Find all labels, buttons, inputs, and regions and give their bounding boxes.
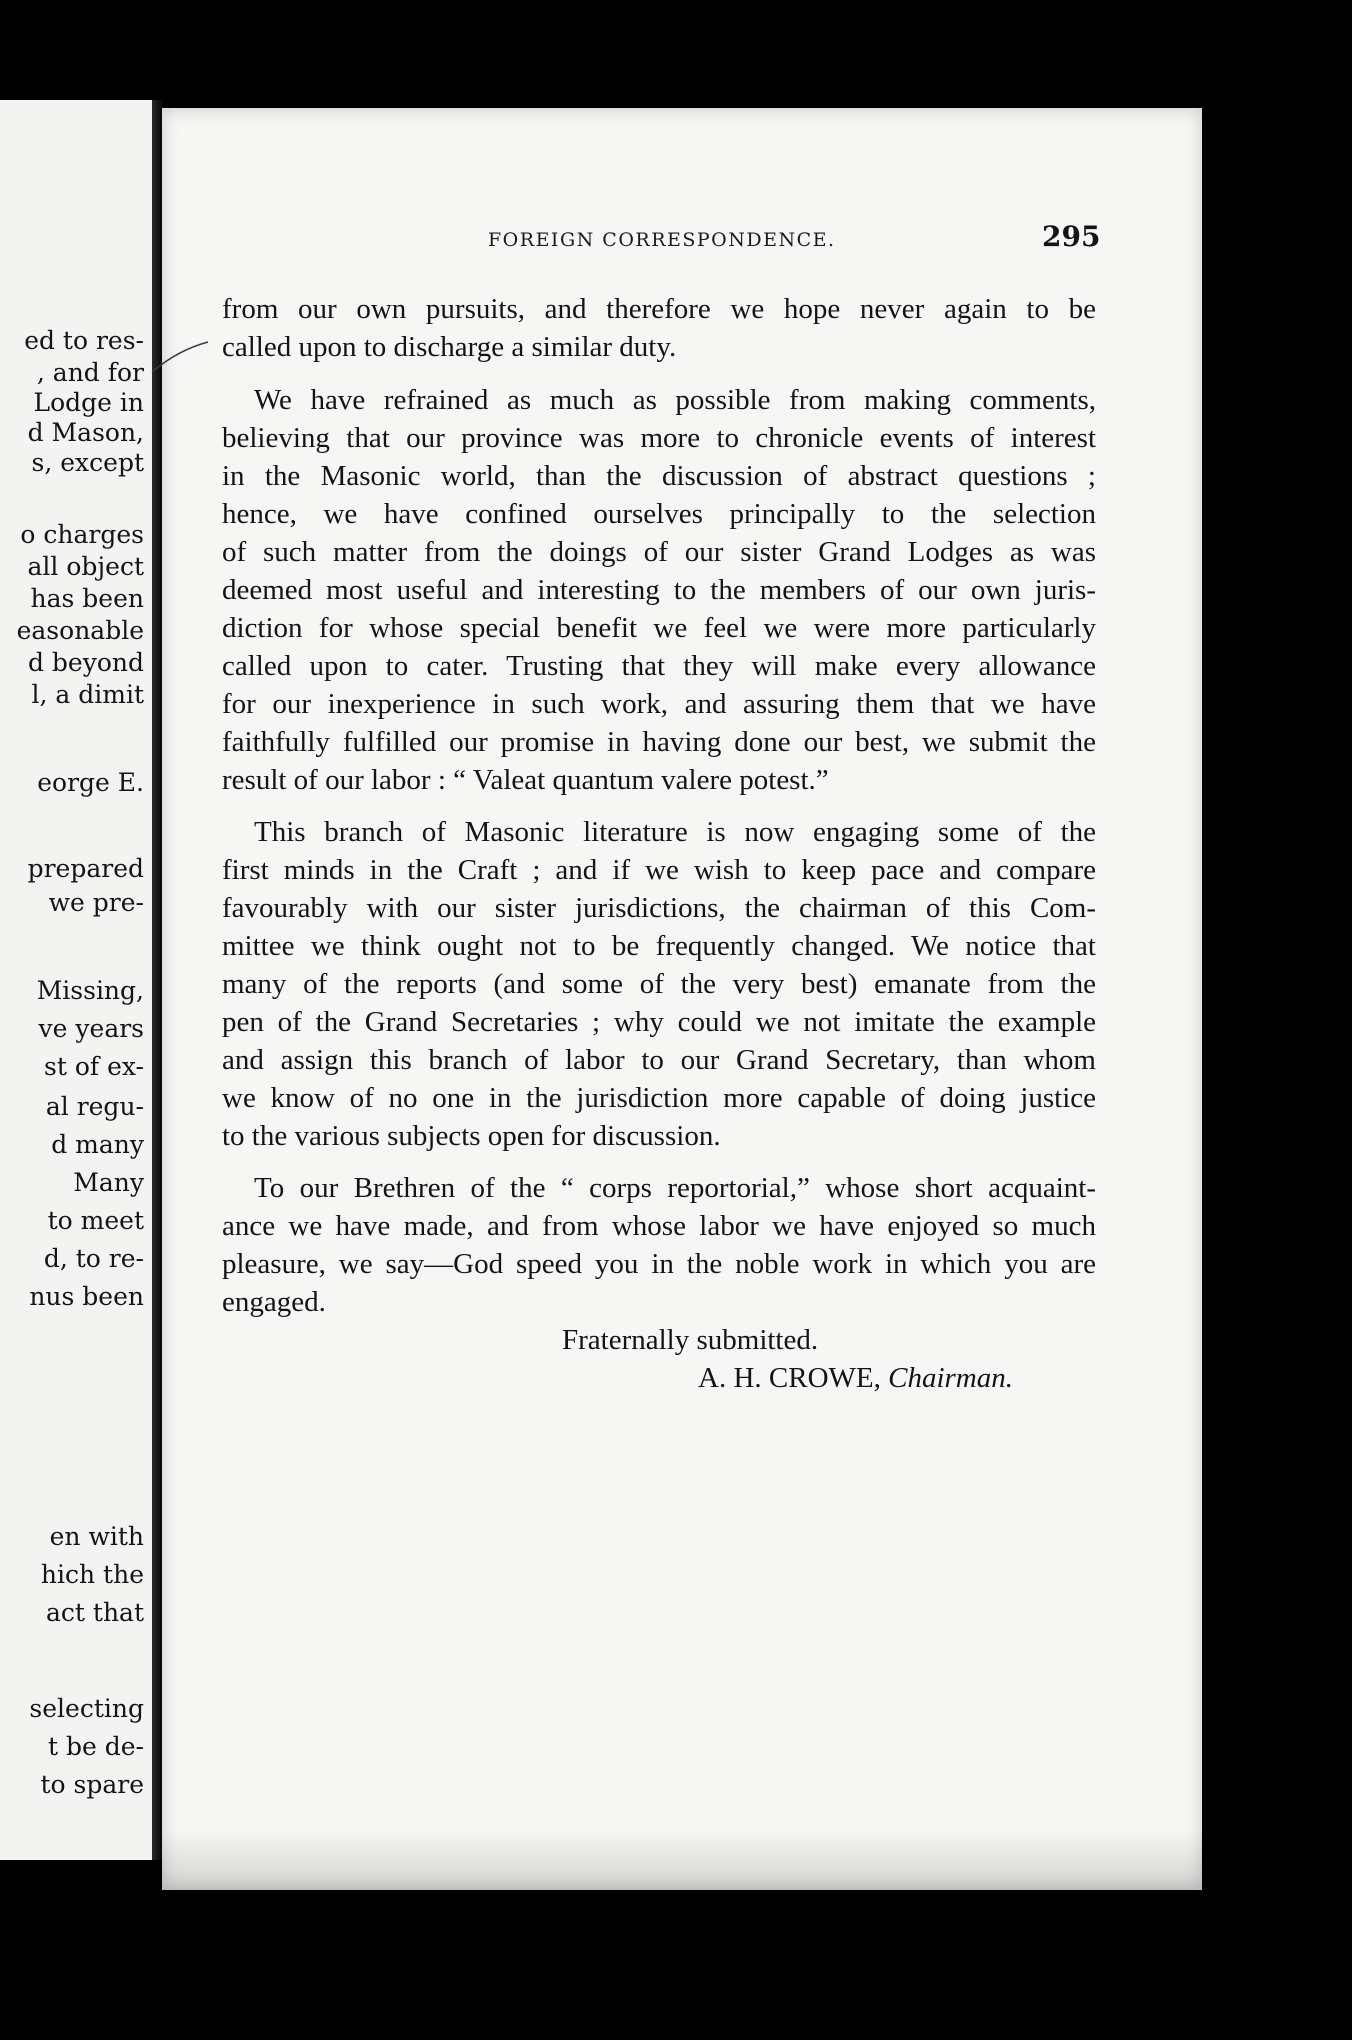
body-text-line: for our inexperience in such work, and assuring them that we have [222,688,1096,720]
body-text-line: mittee we think ought not to be frequently changed. We notice that [222,930,1096,962]
body-text-line: pleasure, we say—God speed you in the noble work in which you are [222,1248,1096,1280]
body-text-line: We have refrained as much as possible from making comments, [254,384,1096,416]
body-text-line: favourably with our sister jurisdictions, the chairman of this Com- [222,892,1096,924]
left-page-line: t be de- [48,1732,144,1761]
pen-stroke-mark [150,320,210,380]
left-page-line: al regu- [45,1092,144,1121]
body-text-line: deemed most useful and interesting to the members of our own juris- [222,574,1096,606]
left-page-line: o charges [20,520,144,549]
body-text-line: believing that our province was more to chronicle events of interest [222,422,1096,454]
page-bottom-shadow [162,1830,1202,1890]
previous-page-fragment [0,100,152,1860]
left-page-line: to spare [40,1770,144,1799]
body-text-line: engaged. [222,1286,326,1318]
body-text-line: many of the reports (and some of the very best) emanate from the [222,968,1096,1000]
left-page-line: nus been [29,1282,144,1311]
left-page-line: all object [27,552,144,581]
body-text-line: called upon to discharge a similar duty. [222,331,677,363]
left-page-line: d many [51,1130,144,1159]
body-text-line: faithfully fulfilled our promise in having done our best, we submit the [222,726,1096,758]
left-page-line: selecting [29,1694,144,1723]
left-page-line: hich the [40,1560,144,1589]
left-page-line: l, a dimit [31,680,144,709]
left-page-line: easonable [16,616,144,645]
left-page-line: Missing, [36,976,144,1005]
left-page-line: ed to res- [24,326,144,355]
left-page-line: d, to re- [43,1244,144,1273]
body-text-line: and assign this branch of labor to our Grand Secretary, than whom [222,1044,1096,1076]
body-text-line: called upon to cater. Trusting that they will make every allowance [222,650,1096,682]
body-text-line: from our own pursuits, and therefore we hope never again to be [222,293,1096,325]
left-page-line: d beyond [27,648,144,677]
signature-name: A. H. CROWE, [698,1362,881,1394]
body-text-line: in the Masonic world, than the discussion of abstract questions ; [222,460,1096,492]
left-page-line: st of ex- [44,1052,144,1081]
left-page-line: d Mason, [27,418,144,447]
body-text-line: first minds in the Craft ; and if we wish to keep pace and compare [222,854,1096,886]
signature [698,1364,1013,1393]
book-page [162,108,1202,1890]
left-page-line: has been [30,584,144,613]
left-page-line: we pre- [48,888,144,917]
body-text-line: to the various subjects open for discussion. [222,1120,721,1152]
body-text-line: we know of no one in the jurisdiction more capable of doing justice [222,1082,1096,1114]
body-text-line: This branch of Masonic literature is now engaging some of the [254,816,1096,848]
left-page-line: prepared [27,854,144,883]
left-page-line: Many [73,1168,144,1197]
body-text-line: pen of the Grand Secretaries ; why could we not imitate the example [222,1006,1096,1038]
running-head: FOREIGN CORRESPONDENCE. [488,229,836,251]
left-page-line: , and for [36,358,144,387]
body-text-line: ance we have made, and from whose labor we have enjoyed so much [222,1210,1096,1242]
signature-role: Chairman. [888,1362,1013,1394]
body-text-line: diction for whose special benefit we feel we were more particularly [222,612,1096,644]
page-number: 295 [1042,220,1101,253]
body-text-line: of such matter from the doings of our sister Grand Lodges as was [222,536,1096,568]
left-page-line: Lodge in [33,388,144,417]
left-page-line: en with [49,1522,144,1551]
left-page-line: act that [46,1598,144,1627]
left-page-line: eorge E. [37,768,144,797]
body-text-line: To our Brethren of the “ corps reportorial,” whose short acquaint- [254,1172,1096,1204]
left-page-line: s, except [31,448,144,477]
closing-line: Fraternally submitted. [562,1324,819,1356]
left-page-line: to meet [47,1206,144,1235]
left-page-line: ve years [38,1014,144,1043]
body-text-line: hence, we have confined ourselves principally to the selection [222,498,1096,530]
body-text-line: result of our labor : “ Valeat quantum valere potest.” [222,764,829,796]
